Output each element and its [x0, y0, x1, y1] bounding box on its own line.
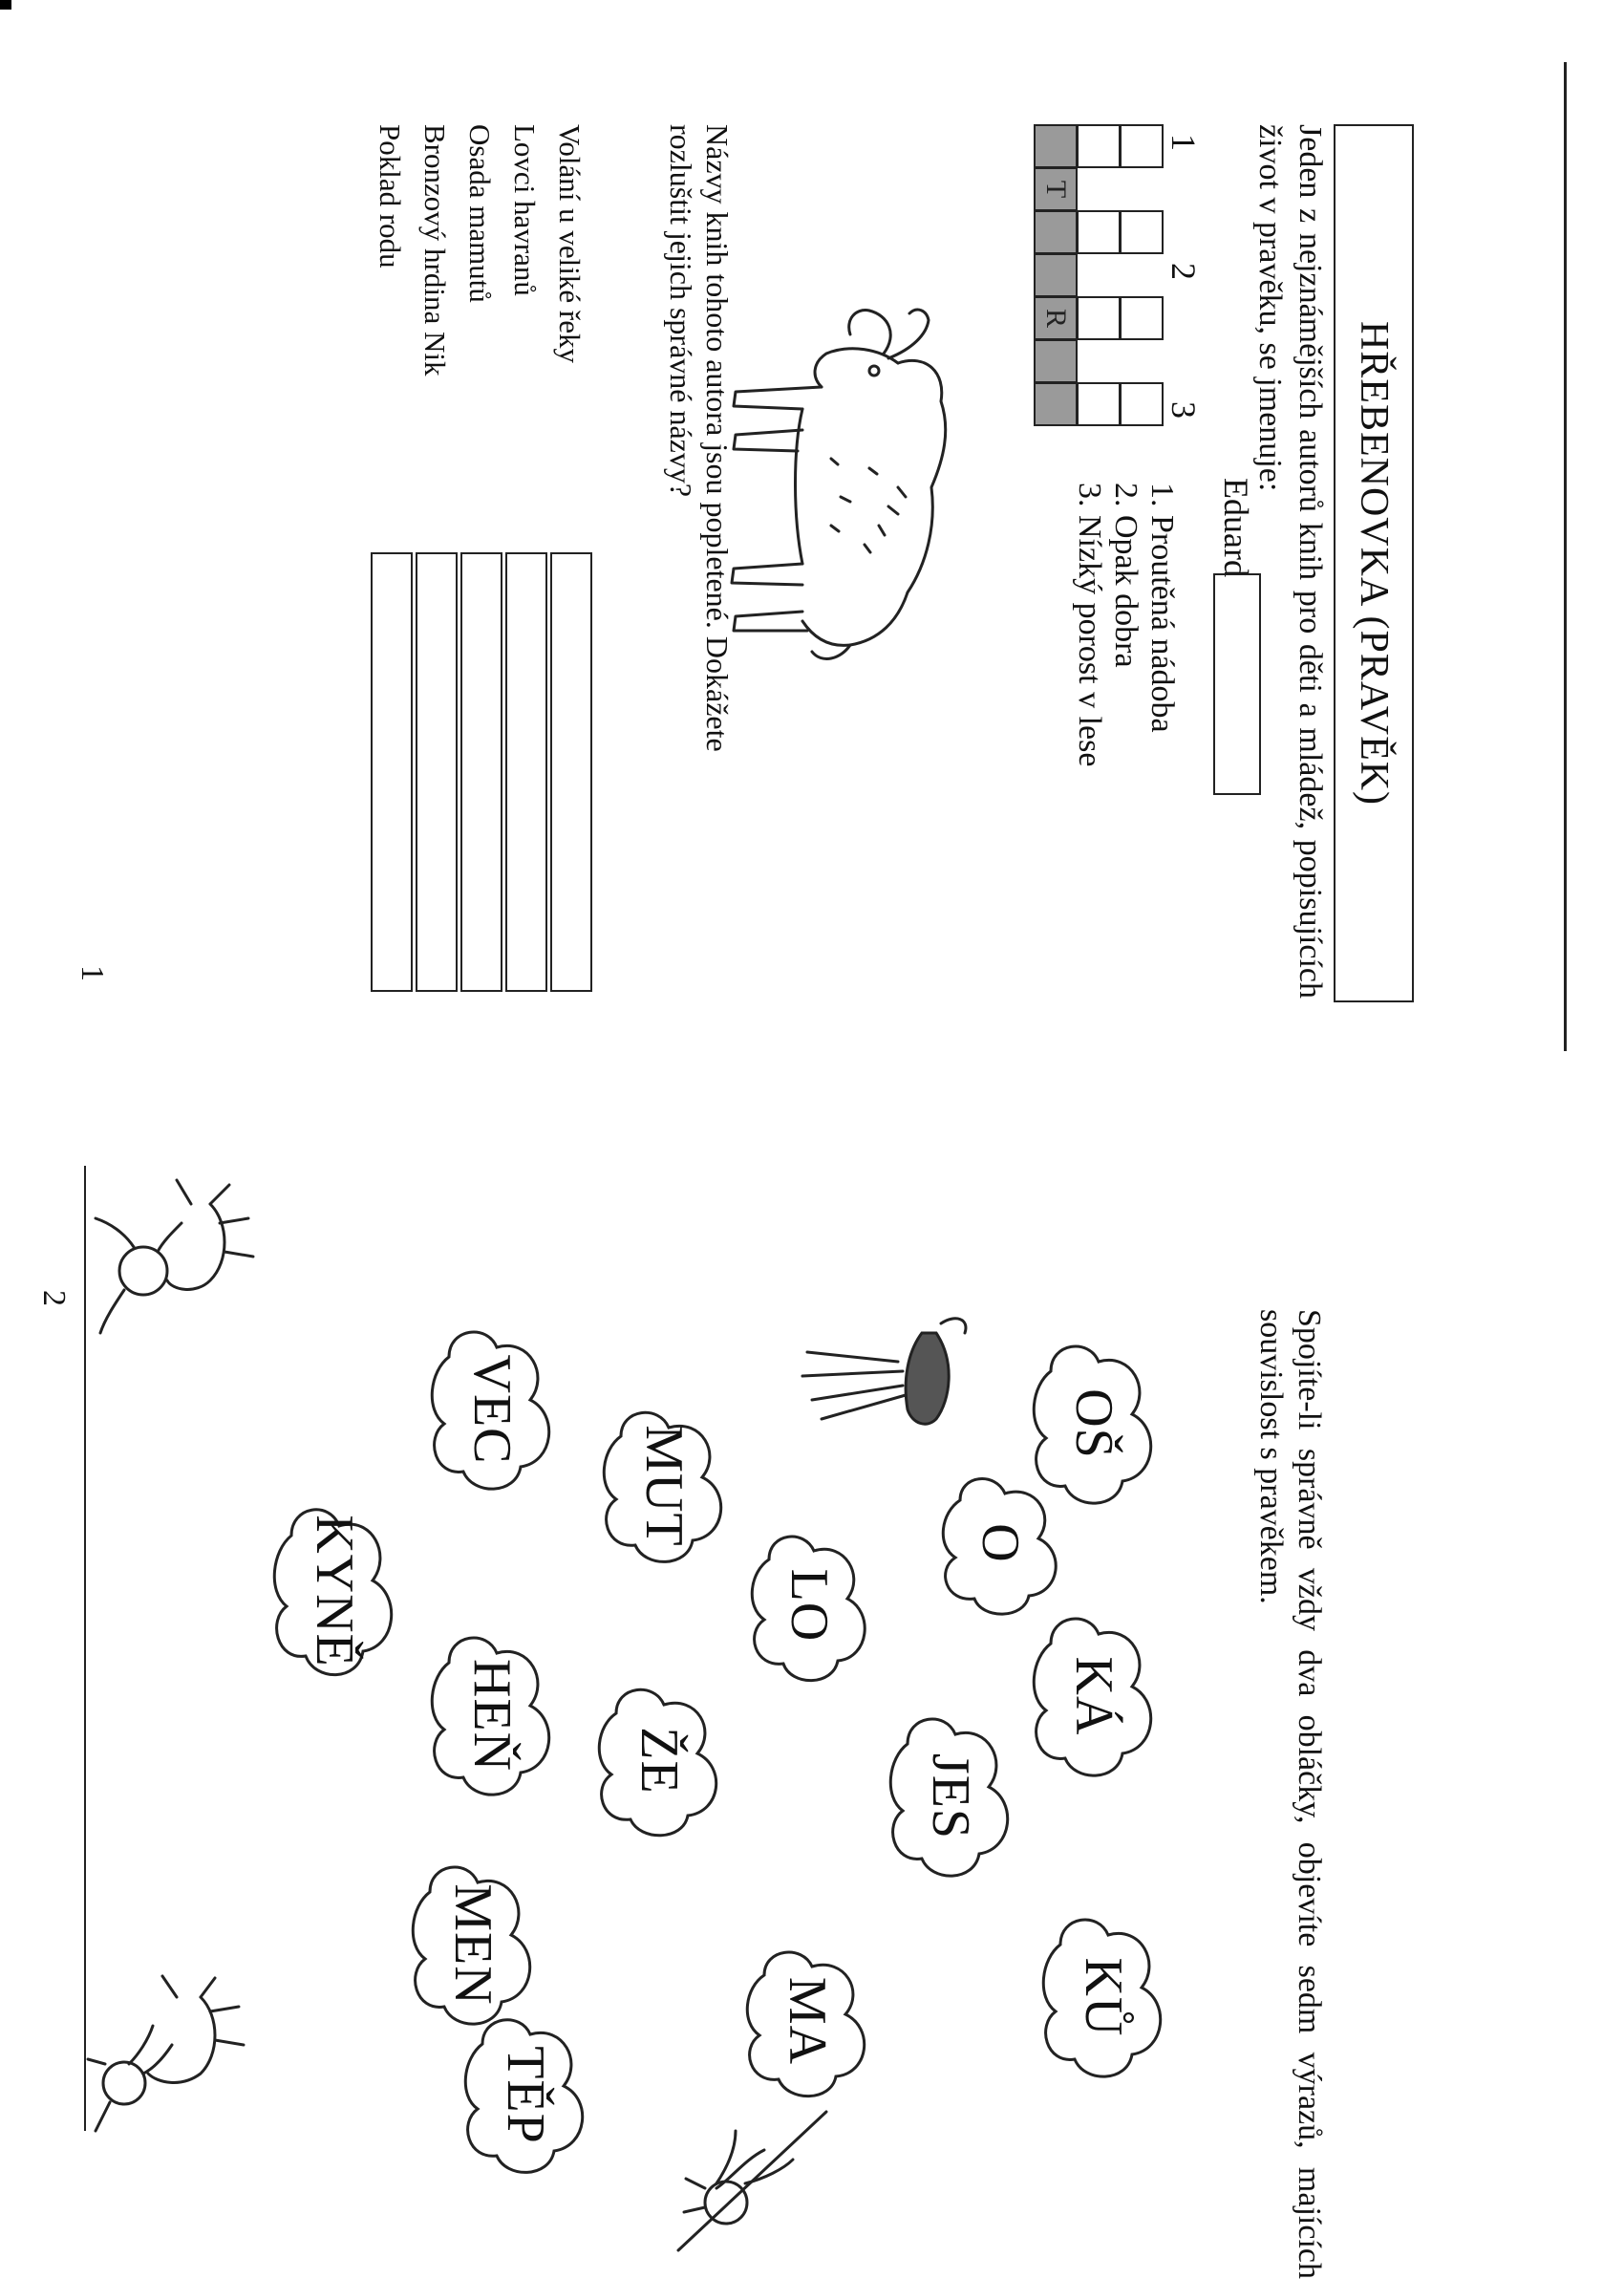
grid-cell[interactable]: [1077, 382, 1121, 426]
cloud-mut[interactable]: MUT: [592, 1400, 736, 1572]
caveman-with-spear-icon: [669, 2093, 850, 2260]
cloud-hen[interactable]: HEŇ: [420, 1624, 564, 1806]
scrambled-title-list: [368, 124, 592, 376]
title-answer-box[interactable]: [460, 552, 502, 992]
cloud-lo[interactable]: LO: [740, 1524, 879, 1687]
caveman-sitting-icon: [86, 1166, 267, 1357]
column-number-1: 1: [1165, 134, 1203, 151]
answer-prefix: Eduard: [1217, 478, 1255, 577]
title-answer-box[interactable]: [416, 552, 458, 992]
scrambled-title: Osada mamutů: [463, 124, 497, 303]
bison-icon: [716, 296, 955, 698]
caveman-crouching-icon: [86, 1968, 267, 2140]
grid-cell-shaded: [1034, 210, 1078, 254]
page-number-1: 1: [75, 965, 110, 981]
cloud-kyne[interactable]: KYNĚ: [263, 1495, 406, 1687]
grid-cell[interactable]: [1077, 210, 1121, 254]
scan-mark: [0, 0, 11, 10]
grid-cell[interactable]: [1120, 124, 1164, 168]
column-number-2: 2: [1165, 263, 1203, 280]
grid-cell[interactable]: [1120, 296, 1164, 340]
grid-cell[interactable]: [1120, 382, 1164, 426]
scrambled-title: Lovci havranů: [508, 124, 542, 296]
title-answer-box[interactable]: [505, 552, 547, 992]
cloud-ma[interactable]: MA: [736, 1940, 879, 2102]
scrambled-title: Bronzový hrdina Nik: [418, 124, 452, 376]
scrambled-title: Volání u veliké řeky: [553, 124, 587, 363]
title-answer-box[interactable]: [371, 552, 413, 992]
titles-question: Názvy knih tohoto autora jsou popletené. Dokážete rozluštit jejich správné názvy?: [664, 124, 735, 752]
clue-list: [1071, 483, 1180, 766]
cloud-tep[interactable]: TĚP: [454, 2007, 597, 2183]
cloud-jes[interactable]: JES: [879, 1706, 1022, 1887]
grid-cell-shaded: [1034, 253, 1078, 297]
grid-cell-shaded: [1034, 124, 1078, 168]
clue-item: 1.Proutěná nádoba: [1144, 483, 1180, 733]
grid-cell-shaded: R: [1034, 296, 1078, 340]
grid-cell[interactable]: [1077, 124, 1121, 168]
top-rule-left: [1564, 62, 1567, 1051]
grid-cell[interactable]: [1077, 296, 1121, 340]
grid-cell[interactable]: [1120, 210, 1164, 254]
cloud-men[interactable]: MEN: [401, 1854, 545, 2035]
title-answer-box[interactable]: [550, 552, 592, 992]
cloud-o[interactable]: O: [931, 1467, 1070, 1620]
cloud-ka[interactable]: KÁ: [1022, 1605, 1165, 1787]
grid-cell-shaded: [1034, 382, 1078, 426]
page-number-2: 2: [36, 1290, 72, 1306]
clue-item: 3.Nízký porost v lese: [1072, 483, 1107, 767]
fish-icon: [793, 1304, 994, 1457]
cloud-vec[interactable]: VEC: [420, 1319, 564, 1500]
instructions-text: Spojíte-li správně vždy dva obláčky, objevíte sedm výrazů, majících souvislost s pravěkem.: [1253, 1309, 1327, 2279]
cloud-os[interactable]: OŠ: [1022, 1333, 1165, 1515]
column-number-3: 3: [1165, 401, 1203, 419]
page-title: HŘEBENOVKA (PRAVĚK): [1334, 124, 1414, 1002]
intro-text: Jeden z nejznámějších autorů knih pro děti a mládež, popisujících život v pravěku, se jmenuje:: [1252, 124, 1328, 999]
grid-cell-shaded: [1034, 339, 1078, 383]
clue-item: 2.Opak dobra: [1108, 483, 1143, 668]
scrambled-title: Poklad rodu: [374, 124, 407, 269]
grid-cell-shaded: T: [1034, 167, 1078, 211]
cloud-ze[interactable]: ŽE: [588, 1677, 731, 1844]
surname-answer-box[interactable]: [1213, 573, 1261, 795]
cloud-ku[interactable]: KŮ: [1032, 1906, 1175, 2088]
